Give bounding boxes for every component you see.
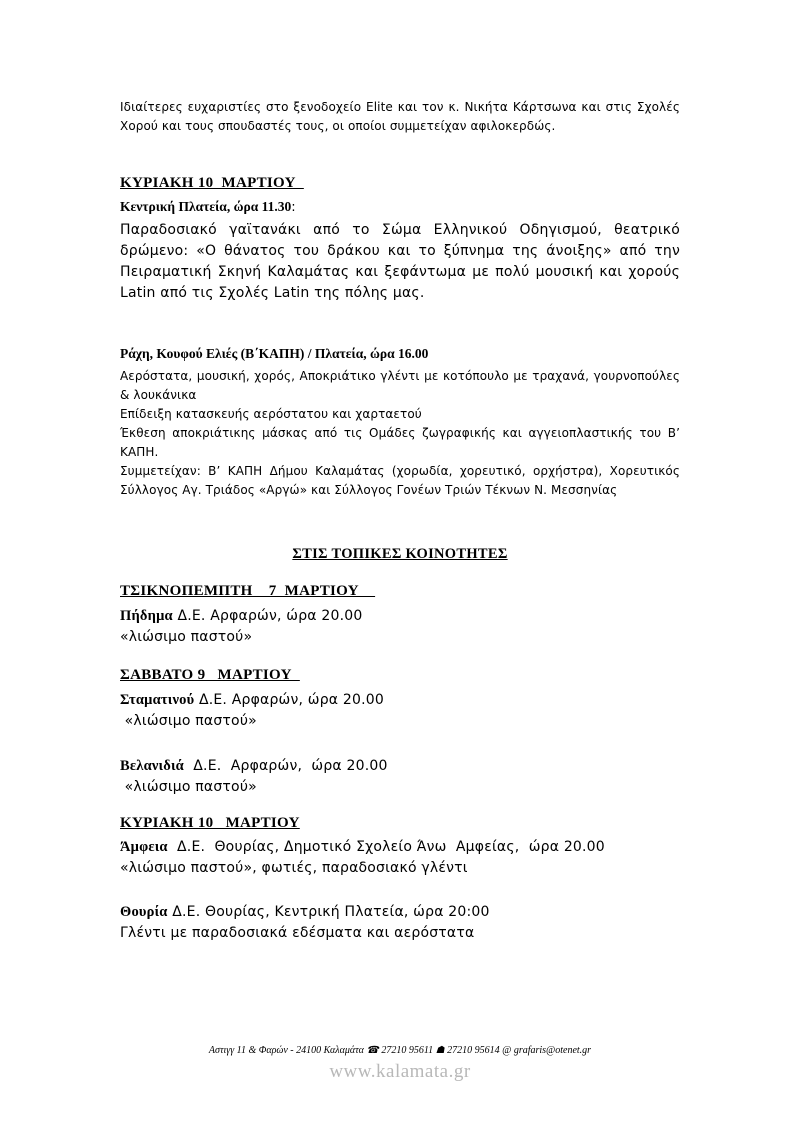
sunday-local-item-1-info: Δ.Ε. Θουρίας, Δημοτικό Σχολείο Άνω Αμφείας, ώρα 20.00 (167, 839, 605, 855)
sunday-local-item-2 (120, 902, 680, 944)
sunday-section (120, 175, 680, 192)
sunday-description: Παραδοσιακό γαϊτανάκι από το Σώμα Ελληνικού Οδηγισμού, θεατρικό δρώμενο: «Ο θάνατος του δράκου και το ξύπνημα της άνοιξης» από την Πειραματική Σκηνή Καλαμάτας και ξεφάντωμα με πολύ μουσική και χορούς Latin από τις Σχολές Latin της πόλης μας. (120, 222, 680, 301)
raxi-line-2: Επίδειξη κατασκευής αερόστατου και χαρταετού (120, 407, 422, 421)
saturday-section (120, 667, 680, 684)
thanks-paragraph: Ιδιαίτερες ευχαριστίες στο ξενοδοχείο Elite και τον κ. Νικήτα Κάρτσωνα και στις Σχολές Χορού και τους σπουδαστές τους, οι οποίοι συμμετείχαν αφιλοκερδώς. (120, 100, 680, 133)
sunday-local-item-2-line (120, 902, 680, 923)
saturday-item-2-line (120, 756, 680, 777)
saturday-item-2 (120, 756, 680, 798)
local-communities-heading: ΣΤΙΣ ΤΟΠΙΚΕΣ ΚΟΙΝΟΤΗΤΕΣ (292, 546, 508, 562)
saturday-item-1 (120, 690, 680, 732)
sunday-place: Κεντρική Πλατεία, ώρα 11.30 (120, 199, 292, 214)
saturday-item-2-event: «λιώσιμο παστού» (120, 779, 257, 795)
tsikno-heading: ΤΣΙΚΝΟΠΕΜΠΤΗ 7 ΜΑΡΤΙΟΥ (120, 583, 376, 599)
sunday-local-item-1-name: Άμφεια (120, 839, 168, 855)
sunday-local-item-2-name: Θουρία (120, 904, 168, 920)
saturday-item-1-name: Σταματινού (120, 692, 195, 708)
sunday-local-heading: ΚΥΡΙΑΚΗ 10 ΜΑΡΤΙΟΥ (120, 815, 300, 831)
saturday-item-2-name: Βελανιδιά (120, 758, 184, 774)
raxi-details (120, 367, 680, 500)
tsikno-event: «λιώσιμο παστού» (120, 629, 253, 645)
tsikno-place-info: Δ.Ε. Αρφαρών, ώρα 20.00 (172, 608, 363, 624)
raxi-line-3: Έκθεση αποκριάτικης μάσκας από τις Ομάδες ζωγραφικής και αγγειοπλαστικής του Β’ ΚΑΠΗ. (120, 426, 680, 459)
sunday-heading: ΚΥΡΙΑΚΗ 10 ΜΑΡΤΙΟΥ (120, 175, 304, 191)
sunday-local-item-1 (120, 837, 680, 879)
sunday-place-line (120, 198, 680, 216)
sunday-local-item-2-event: Γλέντι με παραδοσιακά εδέσματα και αερόστατα (120, 925, 475, 941)
saturday-item-1-event: «λιώσιμο παστού» (120, 713, 257, 729)
tsikno-details (120, 606, 680, 648)
footer-contact: Αστιγγ 11 & Φαρών - 24100 Καλαμάτα ☎ 27210 95611 ☗ 27210 95614 @ grafaris@otenet.gr (208, 1045, 592, 1056)
sunday-place-colon: : (291, 200, 296, 215)
tsikno-place-line (120, 606, 680, 627)
tsikno-place-name: Πήδημα (120, 608, 173, 624)
sunday-local-section (120, 815, 680, 832)
saturday-item-1-line (120, 690, 680, 711)
raxi-line-4: Συμμετείχαν: Β’ ΚΑΠΗ Δήμου Καλαμάτας (χορωδία, χορευτικό, ορχήστρα), Χορευτικός Σύλλογος Αγ. Τριάδος «Αργώ» και Σύλλογος Γονέων Τριών Τέκνων Ν. Μεσσηνίας (120, 464, 680, 497)
saturday-item-1-info: Δ.Ε. Αρφαρών, ώρα 20.00 (194, 692, 384, 708)
sunday-local-item-1-event: «λιώσιμο παστού», φωτιές, παραδοσιακό γλέντι (120, 860, 468, 876)
tsikno-section (120, 583, 680, 600)
sunday-local-item-1-line (120, 837, 680, 858)
saturday-heading: ΣΑΒΒΑΤΟ 9 ΜΑΡΤΙΟΥ (120, 667, 300, 683)
sunday-local-item-2-info: Δ.Ε. Θουρίας, Κεντρική Πλατεία, ώρα 20:00 (167, 904, 490, 920)
raxi-line-1: Αερόστατα, μουσική, χορός, Αποκριάτικο γλέντι με κοτόπουλο με τραχανά, γουρνοπούλες & λουκάνικα (120, 369, 680, 402)
raxi-heading: Ράχη, Κουφού Ελιές (Β΄ΚΑΠΗ) / Πλατεία, ώρα 16.00 (120, 346, 429, 361)
saturday-item-2-info: Δ.Ε. Αρφαρών, ώρα 20.00 (183, 758, 388, 774)
watermark: www.kalamata.gr (329, 1061, 471, 1082)
local-communities-wrap (0, 545, 800, 563)
